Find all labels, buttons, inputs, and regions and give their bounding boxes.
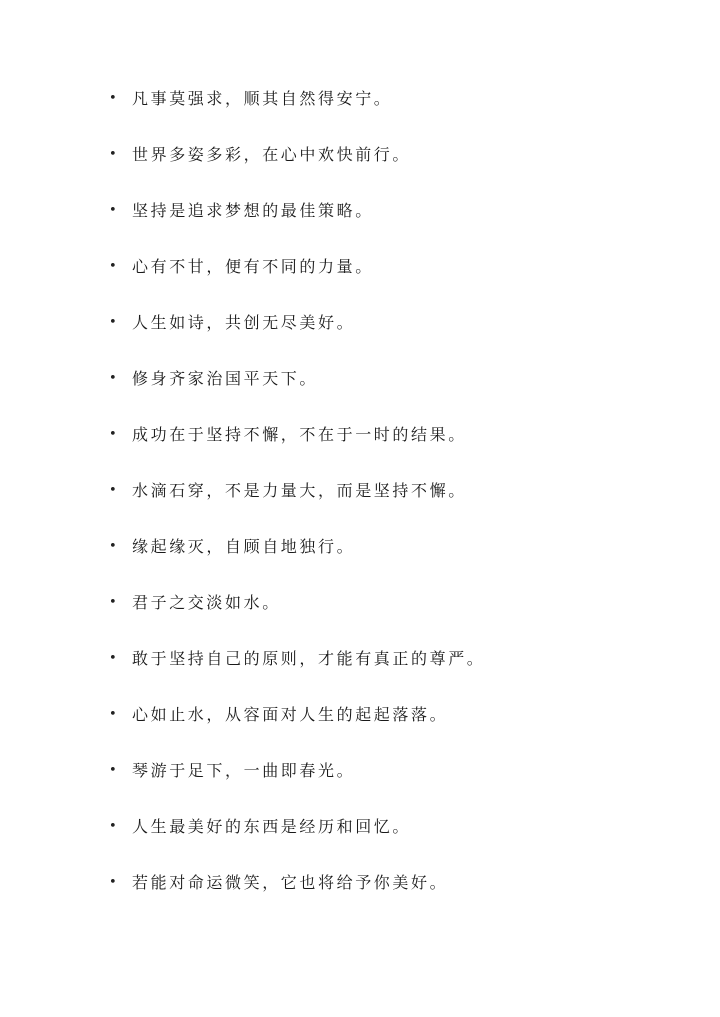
bullet-icon: • xyxy=(109,147,120,162)
quote-text: 若能对命运微笑，它也将给予你美好。 xyxy=(132,873,449,892)
bullet-icon: • xyxy=(109,651,120,666)
list-item xyxy=(0,140,720,196)
list-item xyxy=(0,756,720,812)
quote-text: 成功在于坚持不懈，不在于一时的结果。 xyxy=(132,425,467,444)
quote-text: 水滴石穿，不是力量大，而是坚持不懈。 xyxy=(132,481,467,500)
quote-text: 坚持是追求梦想的最佳策略。 xyxy=(132,201,374,220)
bullet-icon: • xyxy=(109,259,120,274)
list-item xyxy=(0,252,720,308)
bullet-icon: • xyxy=(109,539,120,554)
quote-text: 人生最美好的东西是经历和回忆。 xyxy=(132,817,412,836)
list-item xyxy=(0,84,720,140)
quote-text: 缘起缘灭，自顾自地独行。 xyxy=(132,537,356,556)
quote-text: 世界多姿多彩，在心中欢快前行。 xyxy=(132,145,412,164)
quote-text: 敢于坚持自己的原则，才能有真正的尊严。 xyxy=(132,649,486,668)
bullet-icon: • xyxy=(109,203,120,218)
bullet-icon: • xyxy=(109,91,120,106)
list-item xyxy=(0,644,720,700)
list-item xyxy=(0,196,720,252)
quote-text: 心如止水，从容面对人生的起起落落。 xyxy=(132,705,449,724)
quote-text: 凡事莫强求，顺其自然得安宁。 xyxy=(132,89,393,108)
bullet-icon: • xyxy=(109,595,120,610)
list-item xyxy=(0,476,720,532)
bullet-icon: • xyxy=(109,875,120,890)
quote-list xyxy=(0,84,720,924)
list-item xyxy=(0,868,720,924)
quote-text: 人生如诗，共创无尽美好。 xyxy=(132,313,356,332)
quote-text: 心有不甘，便有不同的力量。 xyxy=(132,257,374,276)
list-item xyxy=(0,532,720,588)
quote-text: 君子之交淡如水。 xyxy=(132,593,281,612)
bullet-icon: • xyxy=(109,427,120,442)
quote-text: 琴游于足下，一曲即春光。 xyxy=(132,761,356,780)
list-item xyxy=(0,420,720,476)
list-item xyxy=(0,812,720,868)
bullet-icon: • xyxy=(109,707,120,722)
bullet-icon: • xyxy=(109,371,120,386)
bullet-icon: • xyxy=(109,315,120,330)
quote-text: 修身齐家治国平天下。 xyxy=(132,369,319,388)
list-item xyxy=(0,308,720,364)
list-item xyxy=(0,700,720,756)
bullet-icon: • xyxy=(109,819,120,834)
bullet-icon: • xyxy=(109,763,120,778)
bullet-icon: • xyxy=(109,483,120,498)
list-item xyxy=(0,364,720,420)
list-item xyxy=(0,588,720,644)
